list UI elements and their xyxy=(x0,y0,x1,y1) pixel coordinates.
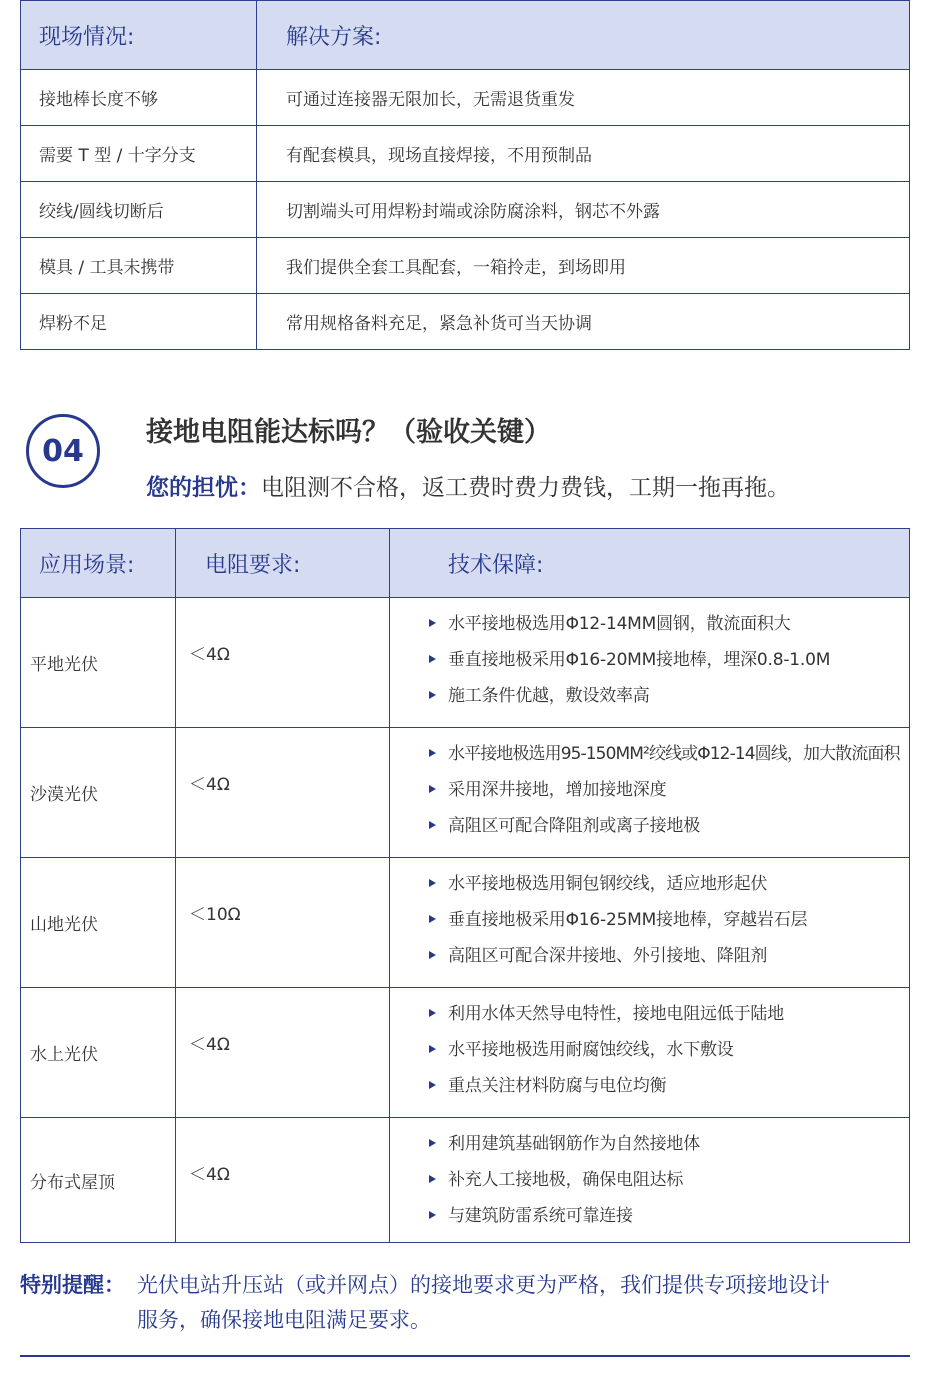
list-item-text: 补充人工接地极，确保电阻达标 xyxy=(448,1170,684,1190)
requirement-cell: ＜4Ω xyxy=(176,1118,390,1243)
list-item xyxy=(390,816,909,852)
list-item xyxy=(390,780,909,816)
scenario-solution-table xyxy=(20,0,910,350)
list-item xyxy=(390,874,909,910)
reminder-text: 光伏电站升压站（或并网点）的接地要求更为严格，我们提供专项接地设计服务，确保接地电阻满足要求。 xyxy=(137,1273,830,1332)
table-row xyxy=(21,598,910,728)
situation-cell: 焊粉不足 xyxy=(21,294,257,350)
solution-cell: 我们提供全套工具配套，一箱拎走，到场即用 xyxy=(257,238,910,294)
resistance-requirement-table xyxy=(20,528,910,1243)
list-item-text: 水平接地极选用耐腐蚀绞线，水下敷设 xyxy=(448,1040,734,1060)
situation-cell: 接地棒长度不够 xyxy=(21,70,257,126)
list-item xyxy=(390,1004,909,1040)
list-item-text: 水平接地极选用Φ12-14MM圆钢，散流面积大 xyxy=(448,614,791,634)
triangle-bullet-icon xyxy=(429,1211,436,1219)
scene-cell: 山地光伏 xyxy=(21,858,176,988)
table-header-row xyxy=(21,1,910,70)
technology-cell xyxy=(390,988,910,1118)
list-item xyxy=(390,1134,909,1170)
table-row xyxy=(21,988,910,1118)
header-situation: 现场情况: xyxy=(21,1,257,70)
list-item-text: 采用深井接地，增加接地深度 xyxy=(448,780,667,800)
list-item xyxy=(390,1076,909,1112)
requirement-cell: ＜4Ω xyxy=(176,728,390,858)
technology-cell xyxy=(390,728,910,858)
table-row xyxy=(21,126,910,182)
list-item-text: 垂直接地极采用Φ16-20MM接地棒，埋深0.8-1.0M xyxy=(448,650,831,670)
solution-cell: 常用规格备料充足，紧急补货可当天协调 xyxy=(257,294,910,350)
situation-cell: 需要 T 型 / 十字分支 xyxy=(21,126,257,182)
section-title: 接地电阻能达标吗？（验收关键） xyxy=(146,417,551,448)
solution-cell: 可通过连接器无限加长，无需退货重发 xyxy=(257,70,910,126)
list-item xyxy=(390,910,909,946)
technology-cell xyxy=(390,1118,910,1243)
requirement-cell: ＜10Ω xyxy=(176,858,390,988)
triangle-bullet-icon xyxy=(429,691,436,699)
technology-cell xyxy=(390,858,910,988)
table-row xyxy=(21,858,910,988)
bullet-list xyxy=(390,614,909,722)
scene-cell: 沙漠光伏 xyxy=(21,728,176,858)
requirement-cell: ＜4Ω xyxy=(176,598,390,728)
table-row xyxy=(21,294,910,350)
triangle-bullet-icon xyxy=(429,1139,436,1147)
triangle-bullet-icon xyxy=(429,619,436,627)
bullet-list xyxy=(390,874,909,982)
triangle-bullet-icon xyxy=(429,879,436,887)
scene-cell: 平地光伏 xyxy=(21,598,176,728)
list-item xyxy=(390,1040,909,1076)
concern-line xyxy=(146,469,790,502)
concern-text: 电阻测不合格，返工费时费力费钱，工期一拖再拖。 xyxy=(261,475,790,501)
bullet-list xyxy=(390,744,909,852)
header-solution: 解决方案: xyxy=(257,1,910,70)
triangle-bullet-icon xyxy=(429,915,436,923)
table-row xyxy=(21,728,910,858)
triangle-bullet-icon xyxy=(429,1081,436,1089)
bullet-list xyxy=(390,1004,909,1112)
table-row xyxy=(21,238,910,294)
scene-cell: 分布式屋顶 xyxy=(21,1118,176,1243)
list-item xyxy=(390,614,909,650)
reminder-label: 特别提醒： xyxy=(20,1273,125,1297)
requirement-cell: ＜4Ω xyxy=(176,988,390,1118)
situation-cell: 绞线/圆线切断后 xyxy=(21,182,257,238)
list-item-text: 垂直接地极采用Φ16-25MM接地棒，穿越岩石层 xyxy=(448,910,808,930)
triangle-bullet-icon xyxy=(429,1175,436,1183)
bottom-divider xyxy=(20,1355,910,1357)
triangle-bullet-icon xyxy=(429,1009,436,1017)
list-item-text: 与建筑防雷系统可靠连接 xyxy=(448,1206,633,1226)
triangle-bullet-icon xyxy=(429,821,436,829)
list-item-text: 水平接地极选用铜包钢绞线，适应地形起伏 xyxy=(448,874,768,894)
header-scene: 应用场景: xyxy=(21,529,176,598)
solution-cell: 有配套模具，现场直接焊接，不用预制品 xyxy=(257,126,910,182)
list-item-text: 利用建筑基础钢筋作为自然接地体 xyxy=(448,1134,700,1154)
list-item-text: 水平接地极选用95-150MM²绞线或Φ12-14圆线，加大散流面积 xyxy=(448,744,900,764)
triangle-bullet-icon xyxy=(429,655,436,663)
list-item xyxy=(390,946,909,982)
triangle-bullet-icon xyxy=(429,951,436,959)
header-technology: 技术保障: xyxy=(390,529,910,598)
list-item-text: 重点关注材料防腐与电位均衡 xyxy=(448,1076,667,1096)
list-item xyxy=(390,1206,909,1242)
list-item-text: 施工条件优越，敷设效率高 xyxy=(448,686,650,706)
list-item xyxy=(390,650,909,686)
solution-cell: 切割端头可用焊粉封端或涂防腐涂料，钢芯不外露 xyxy=(257,182,910,238)
triangle-bullet-icon xyxy=(429,785,436,793)
table-row xyxy=(21,182,910,238)
table-header-row xyxy=(21,529,910,598)
list-item-text: 利用水体天然导电特性，接地电阻远低于陆地 xyxy=(448,1004,784,1024)
table-row xyxy=(21,70,910,126)
concern-label: 您的担忧： xyxy=(146,475,261,501)
list-item-text: 高阻区可配合降阻剂或离子接地极 xyxy=(448,816,700,836)
situation-cell: 模具 / 工具未携带 xyxy=(21,238,257,294)
list-item xyxy=(390,1170,909,1206)
list-item-text: 高阻区可配合深井接地、外引接地、降阻剂 xyxy=(448,946,768,966)
triangle-bullet-icon xyxy=(429,1045,436,1053)
list-item xyxy=(390,744,909,780)
section-number-badge: 04 xyxy=(26,414,100,488)
header-requirement: 电阻要求: xyxy=(176,529,390,598)
technology-cell xyxy=(390,598,910,728)
bullet-list xyxy=(390,1134,909,1242)
triangle-bullet-icon xyxy=(429,749,436,757)
scene-cell: 水上光伏 xyxy=(21,988,176,1118)
table-row xyxy=(21,1118,910,1243)
list-item xyxy=(390,686,909,722)
